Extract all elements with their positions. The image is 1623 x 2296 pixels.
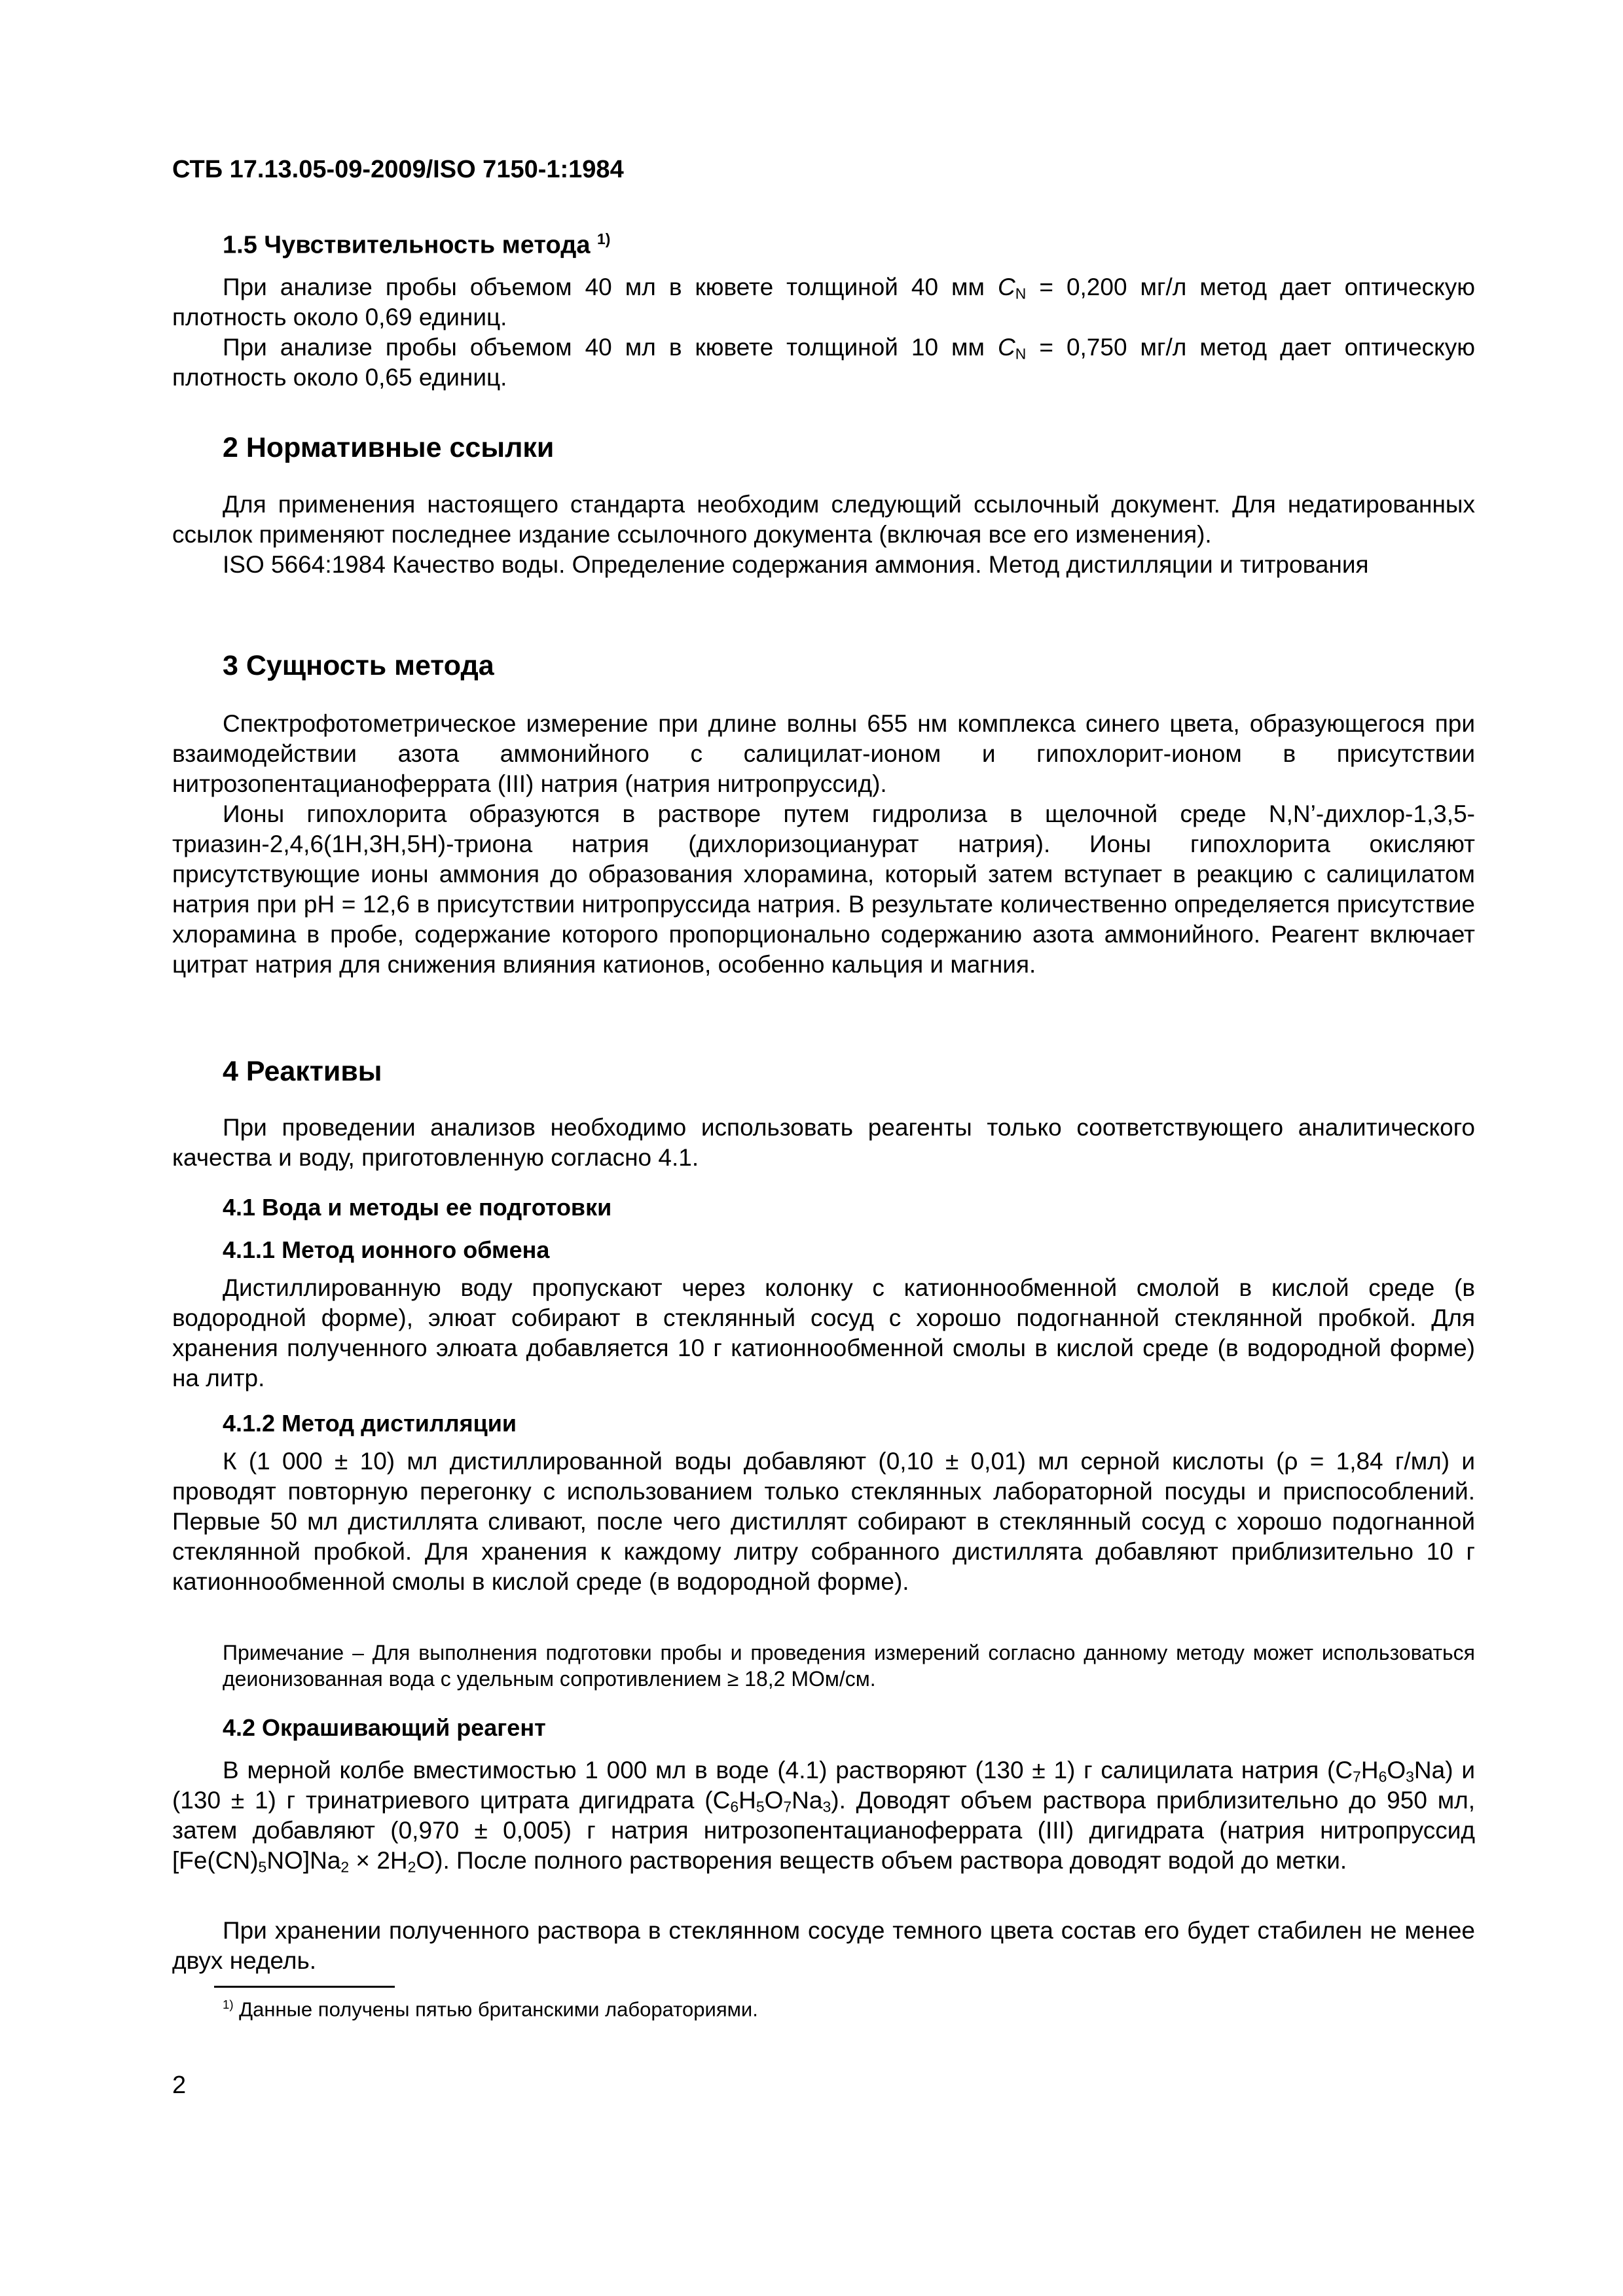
subscript: 6 [730,1798,739,1816]
section-4-1-2-paragraph: К (1 000 ± 10) мл дистиллированной воды добавляют (0,10 ± 0,01) мл серной кислоты (ρ = 1,84 г/мл) и проводят повторную перегонку с использованием только стеклянных лабораторной посуды и приспособлений. Первые 50 мл дистиллята сливают, после чего дистиллят собирают в стеклянный сосуд с хорошо подогнанной стеклянной пробкой. Для хранения к каждому литру собранного дистиллята добавляют приблизительно 10 г катионнообменной смолы в кислой среде (в водородной форме). [172,1448,1475,1595]
symbol-c: C [997,274,1015,300]
text: ). Доводят объем раствора приблизительно до 950 мл, затем добавляют (0,970 ± 0,005) г натрия нитрозопентацианоферрата (III) дигидрата (натрия нитропруссид [Fe(CN) [172,1787,1475,1874]
section-4-1-1-title: 4.1.1 Метод ионного обмена [223,1236,550,1263]
subscript: 7 [1353,1768,1361,1785]
text: O). После полного растворения веществ объем раствора доводят водой до метки. [416,1847,1347,1874]
section-4-2-title: 4.2 Окрашивающий реагент [223,1714,546,1741]
section-3-paragraph-2: Ионы гипохлорита образуются в растворе путем гидролиза в щелочной среде N,N’-дихлор-1,3,5-триазин-2,4,6(1H,3H,5H)-триона натрия (дихлоризоцианурат натрия). Ионы гипохлорита окисляют присутствующие ионы аммония до образования хлорамина, который затем вступает в реакцию с салицилатом натрия при pH = 12,6 в присутствии нитропруссида натрия. В результате количественно определяется присутствие хлорамина в пробе, содержание которого пропорционально содержанию азота аммонийного. Реагент включает цитрат натрия для снижения влияния катионов, особенно кальция и магния. [172,800,1475,978]
section-2-title: 2 Нормативные ссылки [223,432,555,463]
section-4-1-2-title: 4.1.2 Метод дистилляции [223,1410,517,1437]
subscript: 3 [1406,1768,1414,1785]
symbol-c: C [997,334,1015,361]
subscript: 3 [822,1798,831,1816]
text: O [764,1787,784,1814]
section-1-5-title: 1.5 Чувствительность метода [223,231,591,259]
section-4-2-paragraph-2: При хранении полученного раствора в стеклянном сосуде темного цвета состав его будет стабилен не менее двух недель. [172,1917,1475,1974]
text: H [739,1787,756,1814]
document-header: СТБ 17.13.05-09-2009/ISO 7150-1:1984 [172,156,624,183]
section-4-title: 4 Реактивы [223,1056,382,1087]
subscript: 2 [340,1858,350,1876]
subscript: 2 [407,1858,416,1876]
footnote-divider [214,1986,395,1988]
text: H [1360,1757,1379,1784]
note: Примечание – Для выполнения подготовки пробы и проведения измерений согласно данному методу может использоваться деионизованная вода с удельным сопротивлением ≥ 18,2 МОм/см. [223,1641,1475,1691]
section-4-paragraph-1: При проведении анализов необходимо использовать реагенты только соответствующего аналитического качества и воду, приготовленную согласно 4.1. [172,1114,1475,1171]
text: × 2H [349,1847,408,1874]
section-1-5-paragraph-2 [172,332,1475,393]
section-2-paragraph-2: ISO 5664:1984 Качество воды. Определение содержания аммония. Метод дистилляции и титрования [223,551,1369,578]
subscript: 5 [756,1798,765,1816]
subscript: N [1015,285,1027,302]
page-number: 2 [172,2072,187,2099]
subscript: 7 [783,1798,792,1816]
section-4-2-paragraph-1 [172,1755,1475,1876]
subscript: N [1015,345,1027,363]
footnote-text: Данные получены пятью британскими лабораториями. [239,1998,758,2021]
section-2-paragraph-1: Для применения настоящего стандарта необходим следующий ссылочный документ. Для недатированных ссылок применяют последнее издание ссылочного документа (включая все его изменения). [172,491,1475,548]
section-3-title: 3 Сущность метода [223,650,494,681]
text: Na) и (130 ± 1) г тринатриевого цитрата дигидрата (C [172,1757,1475,1814]
footnote [223,1998,758,2021]
subscript: 5 [258,1858,267,1876]
subscript: 6 [1378,1768,1387,1785]
text: = 0,200 мг/л метод дает оптическую плотность около 0,69 единиц. [172,274,1476,331]
section-3-paragraph-1: Спектрофотометрическое измерение при длине волны 655 нм комплекса синего цвета, образующегося при взаимодействии азота аммонийного с салицилат-ионом и гипохлорит-ионом в присутствии нитрозопентацианоферрата (III) натрия (натрия нитропруссид). [172,710,1475,797]
section-1-5-heading [223,230,610,260]
text: O [1387,1757,1406,1784]
footnote-mark: 1) [223,1998,234,2011]
footnote-reference: 1) [597,230,611,247]
section-1-5-paragraph-1 [172,272,1475,332]
section-4-1-title: 4.1 Вода и методы ее подготовки [223,1194,612,1221]
text: NO]Na [266,1847,341,1874]
text: При анализе пробы объемом 40 мл в кювете толщиной 40 мм [223,274,985,300]
section-4-1-1-paragraph: Дистиллированную воду пропускают через колонку с катионнообменной смолой в кислой среде (в водородной форме), элюат собирают в стеклянный сосуд с хорошо подогнанной стеклянной пробкой. Для хранения полученного элюата добавляется 10 г катионнообменной смолы в кислой среде (в водородной форме) на литр. [172,1274,1475,1391]
text: = 0,750 мг/л метод дает оптическую плотность около 0,65 единиц. [172,334,1476,391]
text: Na [792,1787,823,1814]
text: В мерной колбе вместимостью 1 000 мл в воде (4.1) растворяют (130 ± 1) г салицилата натрия (C [223,1757,1353,1784]
text: При анализе пробы объемом 40 мл в кювете толщиной 10 мм [223,334,985,361]
